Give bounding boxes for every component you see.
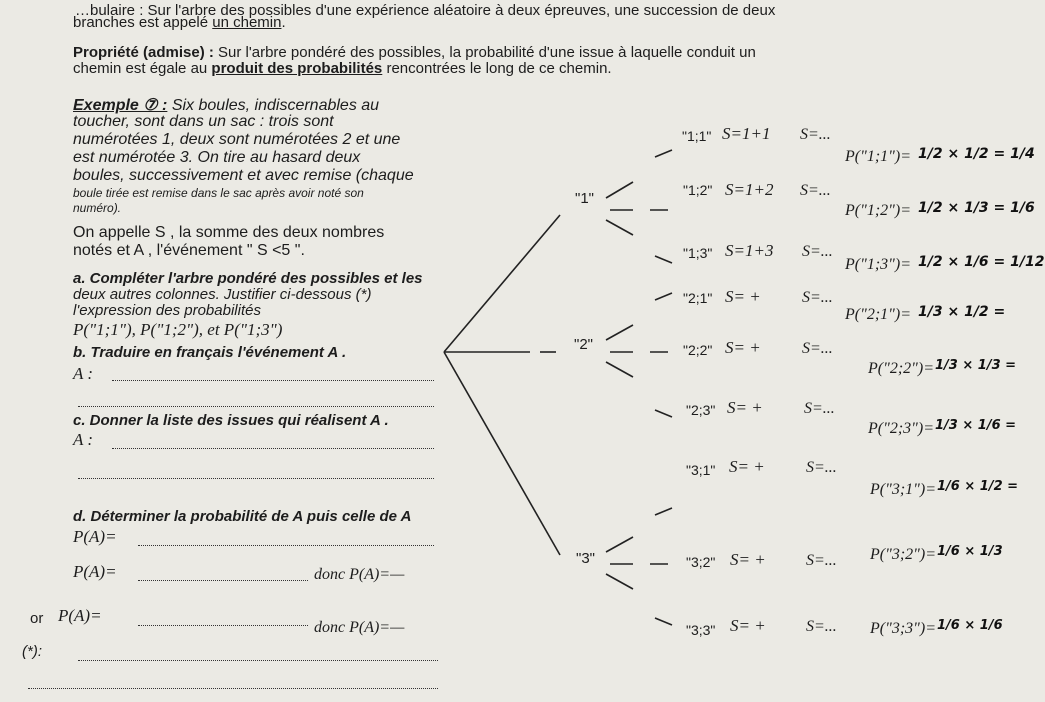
outcome-prob: P("1;2")= bbox=[845, 202, 911, 219]
outcome-label: "2;3" bbox=[686, 402, 716, 418]
question-d-p1: P(A)= bbox=[73, 527, 117, 546]
outcome-sum: S=1+1 bbox=[722, 124, 771, 143]
outcome-handwritten: 1/2 × 1/6 = 1/12 bbox=[918, 254, 1045, 270]
or-label: or bbox=[30, 610, 44, 627]
branch-3-1b bbox=[655, 508, 672, 515]
question-b-1: b. Traduire en français l'événement A . bbox=[73, 344, 347, 361]
branch-2-1 bbox=[606, 325, 633, 340]
outcome-s: S=... bbox=[804, 400, 835, 417]
sum-definition-2: notés et A , l'événement " S <5 ". bbox=[73, 242, 305, 259]
question-c-label: A : bbox=[73, 430, 93, 449]
question-d-pa: P(A)= bbox=[58, 606, 102, 625]
question-d-1: d. Déterminer la probabilité de A puis celle de A bbox=[73, 508, 412, 525]
outcome-prob: P("2;2")= bbox=[868, 360, 934, 377]
question-d-donc1: donc P(A)=— bbox=[314, 566, 405, 583]
question-c-1: c. Donner la liste des issues qui réalisent A . bbox=[73, 412, 389, 429]
outcome-s: S=... bbox=[800, 182, 831, 199]
outcome-s: S=... bbox=[802, 243, 833, 260]
outcome-sum: S= + bbox=[729, 457, 765, 476]
question-d-donc2: donc P(A)=— bbox=[314, 619, 405, 636]
outcome-handwritten: 1/3 × 1/3 = bbox=[935, 358, 1017, 373]
question-a-3: l'expression des probabilités bbox=[73, 302, 261, 319]
outcome-prob: P("2;3")= bbox=[868, 420, 934, 437]
branch-3-1 bbox=[606, 537, 633, 552]
example-label: Exemple ⑦ : bbox=[73, 97, 168, 114]
outcome-s: S=... bbox=[806, 459, 837, 476]
question-a-2: deux autres colonnes. Justifier ci-dessous (*) bbox=[73, 286, 372, 303]
example-line-4: est numérotée 3. On tire au hasard deux bbox=[73, 149, 361, 166]
example-line-7: numéro). bbox=[73, 201, 122, 215]
justification-label: (*): bbox=[22, 643, 42, 660]
outcome-prob: P("3;3")= bbox=[870, 620, 936, 637]
outcome-sum: S=1+2 bbox=[725, 180, 774, 199]
header-line-2-prefix: branches est appelé bbox=[73, 14, 213, 31]
example-line-5: boules, successivement et avec remise (chaque bbox=[73, 167, 414, 184]
property-title: Propriété (admise) : bbox=[73, 44, 214, 61]
branch-2-1b bbox=[655, 293, 672, 300]
property-text-1: Sur l'arbre pondéré des possibles, la probabilité d'une issue à laquelle conduit un bbox=[213, 44, 756, 61]
outcome-s: S=... bbox=[802, 340, 833, 357]
property-term: produit des probabilités bbox=[211, 60, 383, 77]
branch-1-1 bbox=[606, 182, 633, 198]
outcome-handwritten: 1/3 × 1/2 = bbox=[918, 304, 1006, 320]
outcome-label: "2;1" bbox=[683, 290, 713, 306]
property-text-2-prefix: chemin est égale au bbox=[73, 60, 212, 77]
branch-2-3b bbox=[655, 410, 672, 417]
outcome-prob: P("3;2")= bbox=[870, 546, 936, 563]
outcome-sum: S= + bbox=[730, 550, 766, 569]
outcome-label: "3;3" bbox=[686, 622, 716, 638]
header-line-1: …bulaire : Sur l'arbre des possibles d'une expérience aléatoire à deux épreuves, une succession de deux bbox=[75, 2, 776, 19]
sum-definition-1: On appelle S , la somme des deux nombres bbox=[73, 224, 385, 241]
branch-3-3 bbox=[606, 574, 633, 589]
outcome-label: "1;1" bbox=[682, 128, 712, 144]
outcome-label: "3;2" bbox=[686, 554, 716, 570]
outcome-handwritten: 1/3 × 1/6 = bbox=[935, 418, 1017, 433]
outcome-label: "1;2" bbox=[683, 182, 713, 198]
question-a-4: P("1;1"), P("1;2"), et P("1;3") bbox=[73, 320, 283, 339]
question-a-1: a. Compléter l'arbre pondéré des possibles et les bbox=[73, 270, 423, 287]
branch-2-3 bbox=[606, 362, 633, 377]
outcome-handwritten: 1/6 × 1/6 bbox=[937, 618, 1003, 633]
example-text-0: Six boules, indiscernables au bbox=[167, 97, 380, 114]
outcome-label: "3;1" bbox=[686, 462, 716, 478]
property-text-2-suffix: rencontrées le long de ce chemin. bbox=[382, 60, 612, 77]
outcome-prob: P("2;1")= bbox=[845, 306, 911, 323]
question-b-label: A : bbox=[73, 364, 93, 383]
branch-1-3 bbox=[606, 220, 633, 235]
outcome-handwritten: 1/6 × 1/3 bbox=[937, 544, 1003, 559]
outcome-handwritten: 1/6 × 1/2 = bbox=[937, 479, 1019, 494]
branch-root-1 bbox=[444, 215, 560, 352]
example-line-6: boule tirée est remise dans le sac après avoir noté son bbox=[73, 186, 364, 200]
outcome-s: S=... bbox=[800, 126, 831, 143]
outcome-label: "2;2" bbox=[683, 342, 713, 358]
branch-1-3b bbox=[655, 256, 672, 263]
question-d-p2: P(A)= bbox=[73, 562, 117, 581]
outcome-s: S=... bbox=[806, 552, 837, 569]
outcome-handwritten: 1/2 × 1/2 = 1/4 bbox=[918, 146, 1035, 162]
tree-node-2: "2" bbox=[574, 336, 593, 353]
header-suffix: . bbox=[281, 14, 286, 31]
outcome-prob: P("1;1")= bbox=[845, 148, 911, 165]
outcome-s: S=... bbox=[802, 289, 833, 306]
outcome-sum: S=1+3 bbox=[725, 241, 774, 260]
outcome-handwritten: 1/2 × 1/3 = 1/6 bbox=[918, 200, 1035, 216]
outcome-prob: P("3;1")= bbox=[870, 481, 936, 498]
example-line-3: numérotées 1, deux sont numérotées 2 et une bbox=[73, 131, 401, 148]
branch-3-3b bbox=[655, 618, 672, 625]
outcome-sum: S= + bbox=[725, 287, 761, 306]
outcome-sum: S= + bbox=[730, 616, 766, 635]
branch-1-1b bbox=[655, 150, 672, 157]
header-term: un chemin bbox=[212, 14, 282, 31]
outcome-label: "1;3" bbox=[683, 245, 713, 261]
outcome-sum: S= + bbox=[725, 338, 761, 357]
tree-node-3: "3" bbox=[576, 550, 595, 567]
example-line-2: toucher, sont dans un sac : trois sont bbox=[73, 113, 334, 130]
outcome-prob: P("1;3")= bbox=[845, 256, 911, 273]
outcome-s: S=... bbox=[806, 618, 837, 635]
branch-root-3 bbox=[444, 352, 560, 555]
tree-node-1: "1" bbox=[575, 190, 594, 207]
outcome-sum: S= + bbox=[727, 398, 763, 417]
